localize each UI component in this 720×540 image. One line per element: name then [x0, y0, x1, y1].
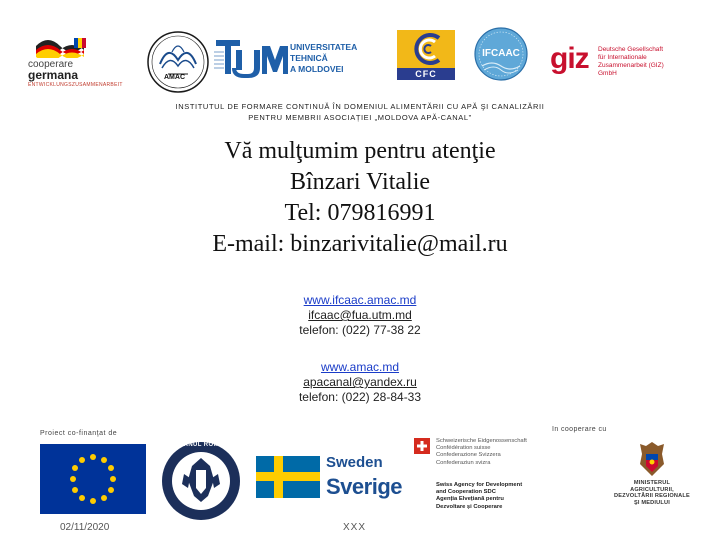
- utm-mark-icon: [214, 38, 288, 78]
- sweden-flag-icon: [256, 456, 320, 498]
- sdc-line: Dezvoltare și Cooperare: [436, 503, 503, 510]
- cooperare-subtext: ENTWICKLUNGSZUSAMMENARBEIT: [28, 82, 123, 88]
- moldova-ministry-logo: [610, 440, 694, 520]
- presenter-email: E-mail: binzarivitalie@mail.ru: [212, 231, 508, 257]
- thanks-text: Vă mulţumim pentru atenţie: [224, 138, 496, 164]
- giz-description: [598, 46, 678, 78]
- ifcaac-label: IFCAAC: [482, 48, 520, 59]
- sdc-line: Swiss Agency for Development: [436, 482, 523, 488]
- swiss-line: Schweizerische Eidgenossenschaft: [436, 438, 527, 444]
- ministry-text: [610, 480, 694, 506]
- swiss-confederation-text: [436, 438, 527, 467]
- cooperare-text: cooperare: [28, 59, 74, 70]
- institute-line1: INSTITUTUL DE FORMARE CONTINUĂ ÎN DOMENIUL ALIMENTĂRII CU APĂ ŞI CANALIZĂRII: [175, 102, 545, 111]
- giz-desc-line2: für Internationale: [598, 54, 647, 61]
- presenter-name: Bînzari Vitalie: [289, 169, 431, 195]
- footer-center-text: XXX: [343, 522, 367, 533]
- institute-heading: [100, 101, 620, 123]
- swiss-line: Confédération suisse: [436, 445, 491, 452]
- amac-website-link[interactable]: www.amac.md: [320, 360, 400, 374]
- utm-name-line2: A MOLDOVEI: [290, 64, 344, 74]
- romania-government-seal: [160, 440, 242, 522]
- presenter-phone: Tel: 079816991: [284, 200, 436, 226]
- giz-desc-line3: Zusammenarbeit (GIZ) GmbH: [598, 62, 664, 77]
- main-message: [100, 136, 620, 260]
- eu-flag-icon: [40, 444, 146, 514]
- swiss-sdc-text: [436, 482, 522, 511]
- swiss-line: Confederazione Svizzera: [436, 452, 501, 459]
- romania-seal-icon: [160, 440, 242, 522]
- swiss-sdc-logo: [414, 438, 548, 522]
- amac-phone: telefon: (022) 28-84-33: [298, 390, 422, 404]
- utm-logo: [214, 38, 384, 78]
- amac-email-link[interactable]: apacanal@yandex.ru: [303, 375, 417, 389]
- giz-logo: [550, 42, 710, 82]
- contact-block: [200, 293, 520, 405]
- sdc-line: Agenția Elvețiană pentru: [436, 496, 504, 503]
- cfc-label: CFC: [415, 69, 437, 79]
- moldova-coat-of-arms-icon: [638, 440, 666, 478]
- utm-name: [290, 42, 384, 75]
- ifcaac-email-link[interactable]: ifcaac@fua.utm.md: [308, 308, 412, 322]
- germany-moldova-ribbon-icon: [34, 36, 88, 58]
- ministry-line: MINISTERUL: [633, 480, 671, 486]
- cooperare-germana-logo: [28, 36, 128, 92]
- ministry-line: DEZVOLTĂRII REGIONALE: [614, 493, 690, 500]
- ministry-line: ŞI MEDIULUI: [633, 499, 671, 506]
- ifcaac-website-link[interactable]: www.ifcaac.amac.md: [303, 293, 417, 307]
- amac-label: AMAC: [164, 74, 185, 81]
- sdc-line: and Cooperation SDC: [436, 489, 496, 496]
- swiss-flag-icon: [414, 438, 430, 454]
- romania-seal-text: GUVERNUL ROMÂNIEI: [164, 442, 238, 448]
- ministry-line: AGRICULTURII,: [630, 486, 674, 493]
- in-cooperation-label: In cooperare cu: [552, 426, 607, 433]
- cfc-logo: [395, 28, 457, 82]
- funded-by-label: Proiect co-finanţat de: [40, 430, 118, 437]
- sweden-logo: [256, 452, 412, 502]
- germana-text: germana: [28, 68, 79, 82]
- sweden-text: Sweden: [326, 454, 383, 471]
- giz-mark: giz: [550, 42, 589, 75]
- amac-emblem-icon: [146, 30, 210, 94]
- ifcaac-logo: [470, 26, 532, 82]
- footer-date: 02/11/2020: [60, 522, 110, 533]
- institute-line2: PENTRU MEMBRII ASOCIAȚIEI „MOLDOVA APĂ-CANAL”: [248, 113, 472, 122]
- utm-name-line1: UNIVERSITATEA TEHNICĂ: [290, 42, 357, 63]
- amac-logo: [146, 30, 210, 94]
- sverige-text: Sverige: [326, 474, 402, 499]
- ifcaac-phone: telefon: (022) 77-38 22: [299, 323, 421, 337]
- swiss-line: Confederaziun svizra: [436, 459, 491, 466]
- giz-desc-line1: Deutsche Gesellschaft: [598, 46, 664, 53]
